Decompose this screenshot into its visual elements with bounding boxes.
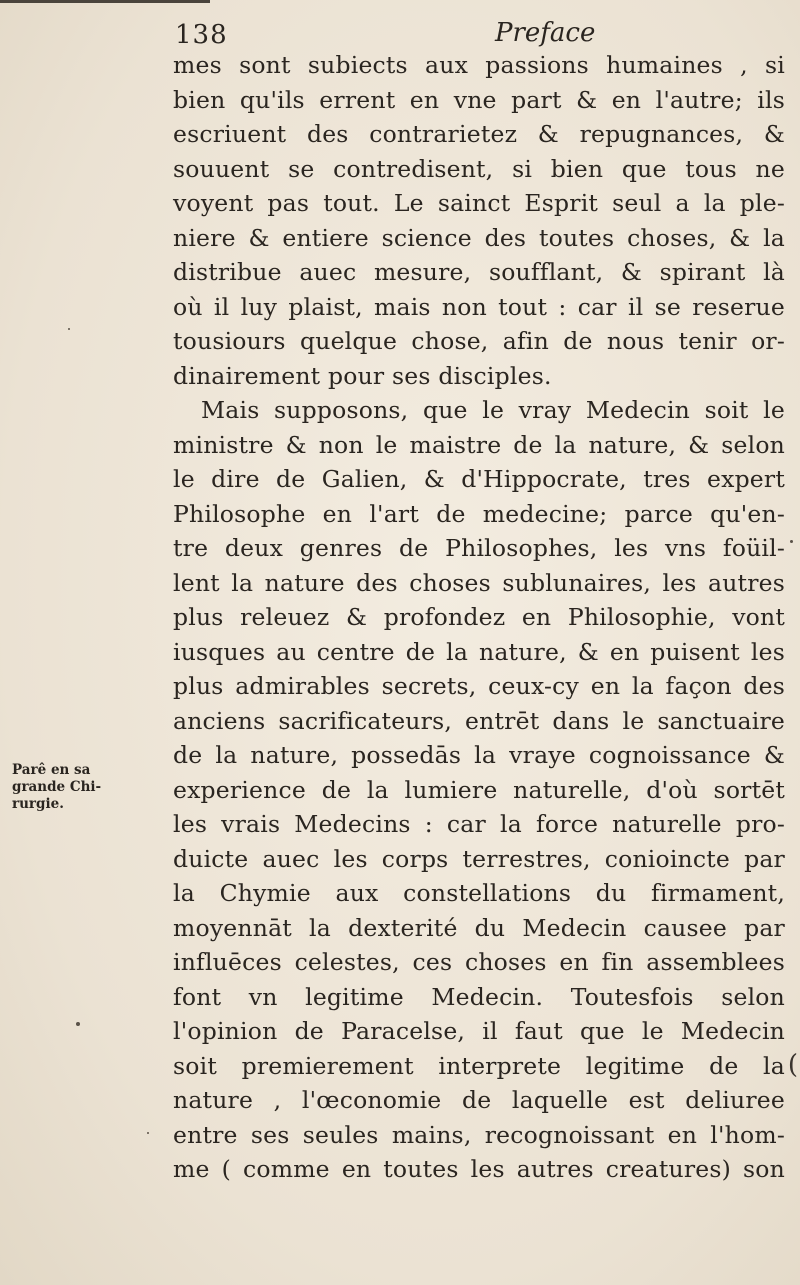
ink-speck (147, 1132, 149, 1134)
running-title: Preface (495, 18, 596, 48)
margin-note-line: grande Chi- (12, 779, 102, 795)
text-line: distribue auec mesure, soufflant, & spirant là (173, 258, 785, 286)
text-line: les vrais Medecins : car la force naturelle pro- (173, 810, 785, 838)
text-line: souuent se contredisent, si bien que tous ne (173, 154, 785, 183)
ink-speck (790, 540, 793, 543)
margin-bracket: ( (787, 1050, 798, 1080)
text-line: niere & entiere science des toutes choses, & la (173, 223, 785, 252)
text-line: entre ses seules mains, recognoissant en l'hom- (173, 1120, 785, 1149)
text-line: l'opinion de Paracelse, il faut que le Medecin (173, 1017, 785, 1045)
text-line: tre deux genres de Philosophes, les vns foüil- (173, 534, 785, 562)
margin-note-line: Parê en sa (12, 762, 91, 778)
margin-note (12, 762, 172, 813)
text-line: soit premierement interprete legitime de la (173, 1051, 785, 1080)
text-line: le dire de Galien, & d'Hippocrate, tres expert (173, 465, 785, 493)
text-line: moyennāt la dexterité du Medecin causee par (173, 913, 785, 942)
top-rule (0, 0, 210, 3)
text-line: experience de la lumiere naturelle, d'où sortēt (173, 775, 785, 804)
text-line: nature , l'œconomie de laquelle est deliuree (173, 1086, 785, 1114)
text-line: dinairement pour ses disciples. (173, 361, 552, 390)
margin-note-line: rurgie. (12, 796, 64, 812)
text-line: duicte auec les corps terrestres, conioincte par (173, 844, 785, 873)
text-line: où il luy plaist, mais non tout : car il se reserue (173, 292, 785, 321)
text-line: Philosophe en l'art de medecine; parce qu'en- (173, 499, 785, 528)
ink-speck (68, 328, 70, 330)
text-line: de la nature, possedās la vraye cognoissance & (173, 741, 785, 769)
body-text (173, 48, 785, 1187)
text-line: bien qu'ils errent en vne part & en l'autre; ils (173, 85, 785, 114)
text-line: Mais supposons, que le vray Medecin soit le (201, 396, 785, 424)
text-line: font vn legitime Medecin. Toutesfois selon (173, 982, 785, 1011)
text-line: plus admirables secrets, ceux-cy en la façon des (173, 672, 785, 700)
text-line: voyent pas tout. Le sainct Esprit seul a la ple- (173, 189, 785, 217)
text-line: me ( comme en toutes les autres creatures) son (173, 1155, 785, 1183)
text-line: anciens sacrificateurs, entrēt dans le sanctuaire (173, 706, 785, 735)
text-line: influēces celestes, ces choses en fin assemblees (173, 948, 785, 976)
ink-speck (76, 1022, 80, 1026)
text-line: plus releuez & profondez en Philosophie, vont (173, 603, 785, 631)
text-line: iusques au centre de la nature, & en puisent les (173, 637, 785, 666)
text-line: lent la nature des choses sublunaires, les autres (173, 568, 785, 597)
text-line: ministre & non le maistre de la nature, & selon (173, 430, 785, 459)
text-line: la Chymie aux constellations du firmament, (173, 879, 785, 907)
page-number: 138 (175, 20, 228, 50)
text-line: tousiours quelque chose, afin de nous tenir or- (173, 327, 785, 355)
text-line: escriuent des contrarietez & repugnances, & (173, 120, 785, 148)
text-line: mes sont subiects aux passions humaines , si (173, 51, 785, 79)
